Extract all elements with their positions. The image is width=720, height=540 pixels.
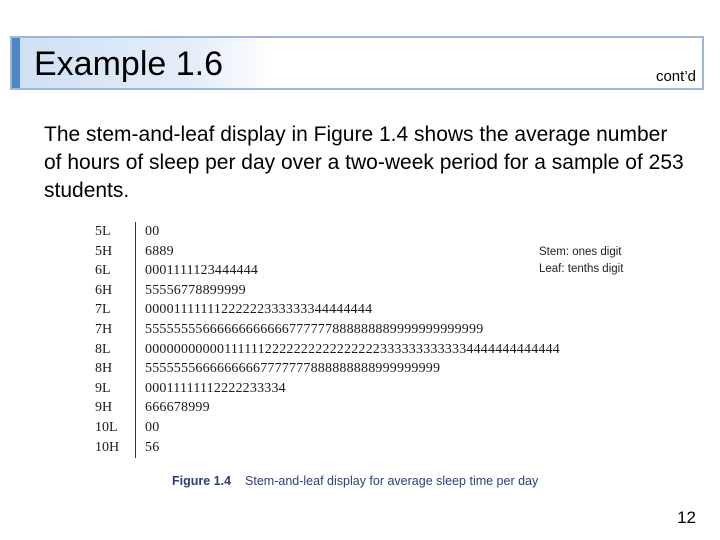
page-number: 12	[677, 508, 696, 527]
stem-value: 6H	[95, 282, 113, 298]
body-paragraph: The stem-and-leaf display in Figure 1.4 shows the average number of hours of sleep per day over a two-week period for a sample of 253 students.	[44, 123, 684, 202]
leaf-values: 666678999	[145, 400, 210, 416]
leaf-values: 55555556666666667777777888888888999999999	[145, 361, 441, 377]
legend-leaf-note: Leaf: tenths digit	[539, 263, 624, 275]
stem-value: 10L	[95, 419, 118, 435]
stem-value: 10H	[95, 439, 120, 455]
slide-title: Example 1.6	[34, 45, 223, 83]
stem-and-leaf-figure	[88, 222, 648, 494]
stem-value: 7L	[95, 302, 111, 318]
leaf-values: 56	[145, 439, 160, 455]
stem-value: 5H	[95, 243, 113, 259]
continued-label: cont’d	[655, 68, 696, 85]
leaf-values: 00	[145, 419, 160, 435]
stem-value: 8L	[95, 341, 111, 357]
title-bar	[10, 36, 704, 90]
legend-stem-note: Stem: ones digit	[539, 246, 622, 258]
figure-caption-text: Stem-and-leaf display for average sleep time per day	[245, 474, 539, 488]
leaf-values: 55556778899999	[145, 282, 246, 298]
stem-value: 6L	[95, 263, 111, 279]
leaf-values: 0000000000011111122222222222222223333333333334444444444444	[145, 341, 561, 357]
stem-value: 5L	[95, 224, 111, 239]
title-accent-stripe	[12, 38, 20, 88]
leaf-values: 00001111111222222333333344444444	[145, 302, 373, 318]
leaf-values: 00	[145, 224, 160, 239]
stem-value: 8H	[95, 361, 113, 377]
stem-value: 7H	[95, 321, 113, 337]
leaf-values: 6889	[145, 243, 174, 259]
leaf-values: 55555555666666666666777777888888889999999999999	[145, 321, 484, 337]
leaf-values: 0001111123444444	[145, 263, 259, 279]
figure-caption-label: Figure 1.4	[172, 474, 232, 488]
stem-value: 9L	[95, 380, 111, 396]
figure-legend	[539, 244, 623, 278]
stem-value: 9H	[95, 400, 113, 416]
stem-divider-line	[135, 222, 136, 458]
leaf-values: 00011111112222233334	[145, 380, 286, 396]
figure-caption	[172, 473, 538, 489]
